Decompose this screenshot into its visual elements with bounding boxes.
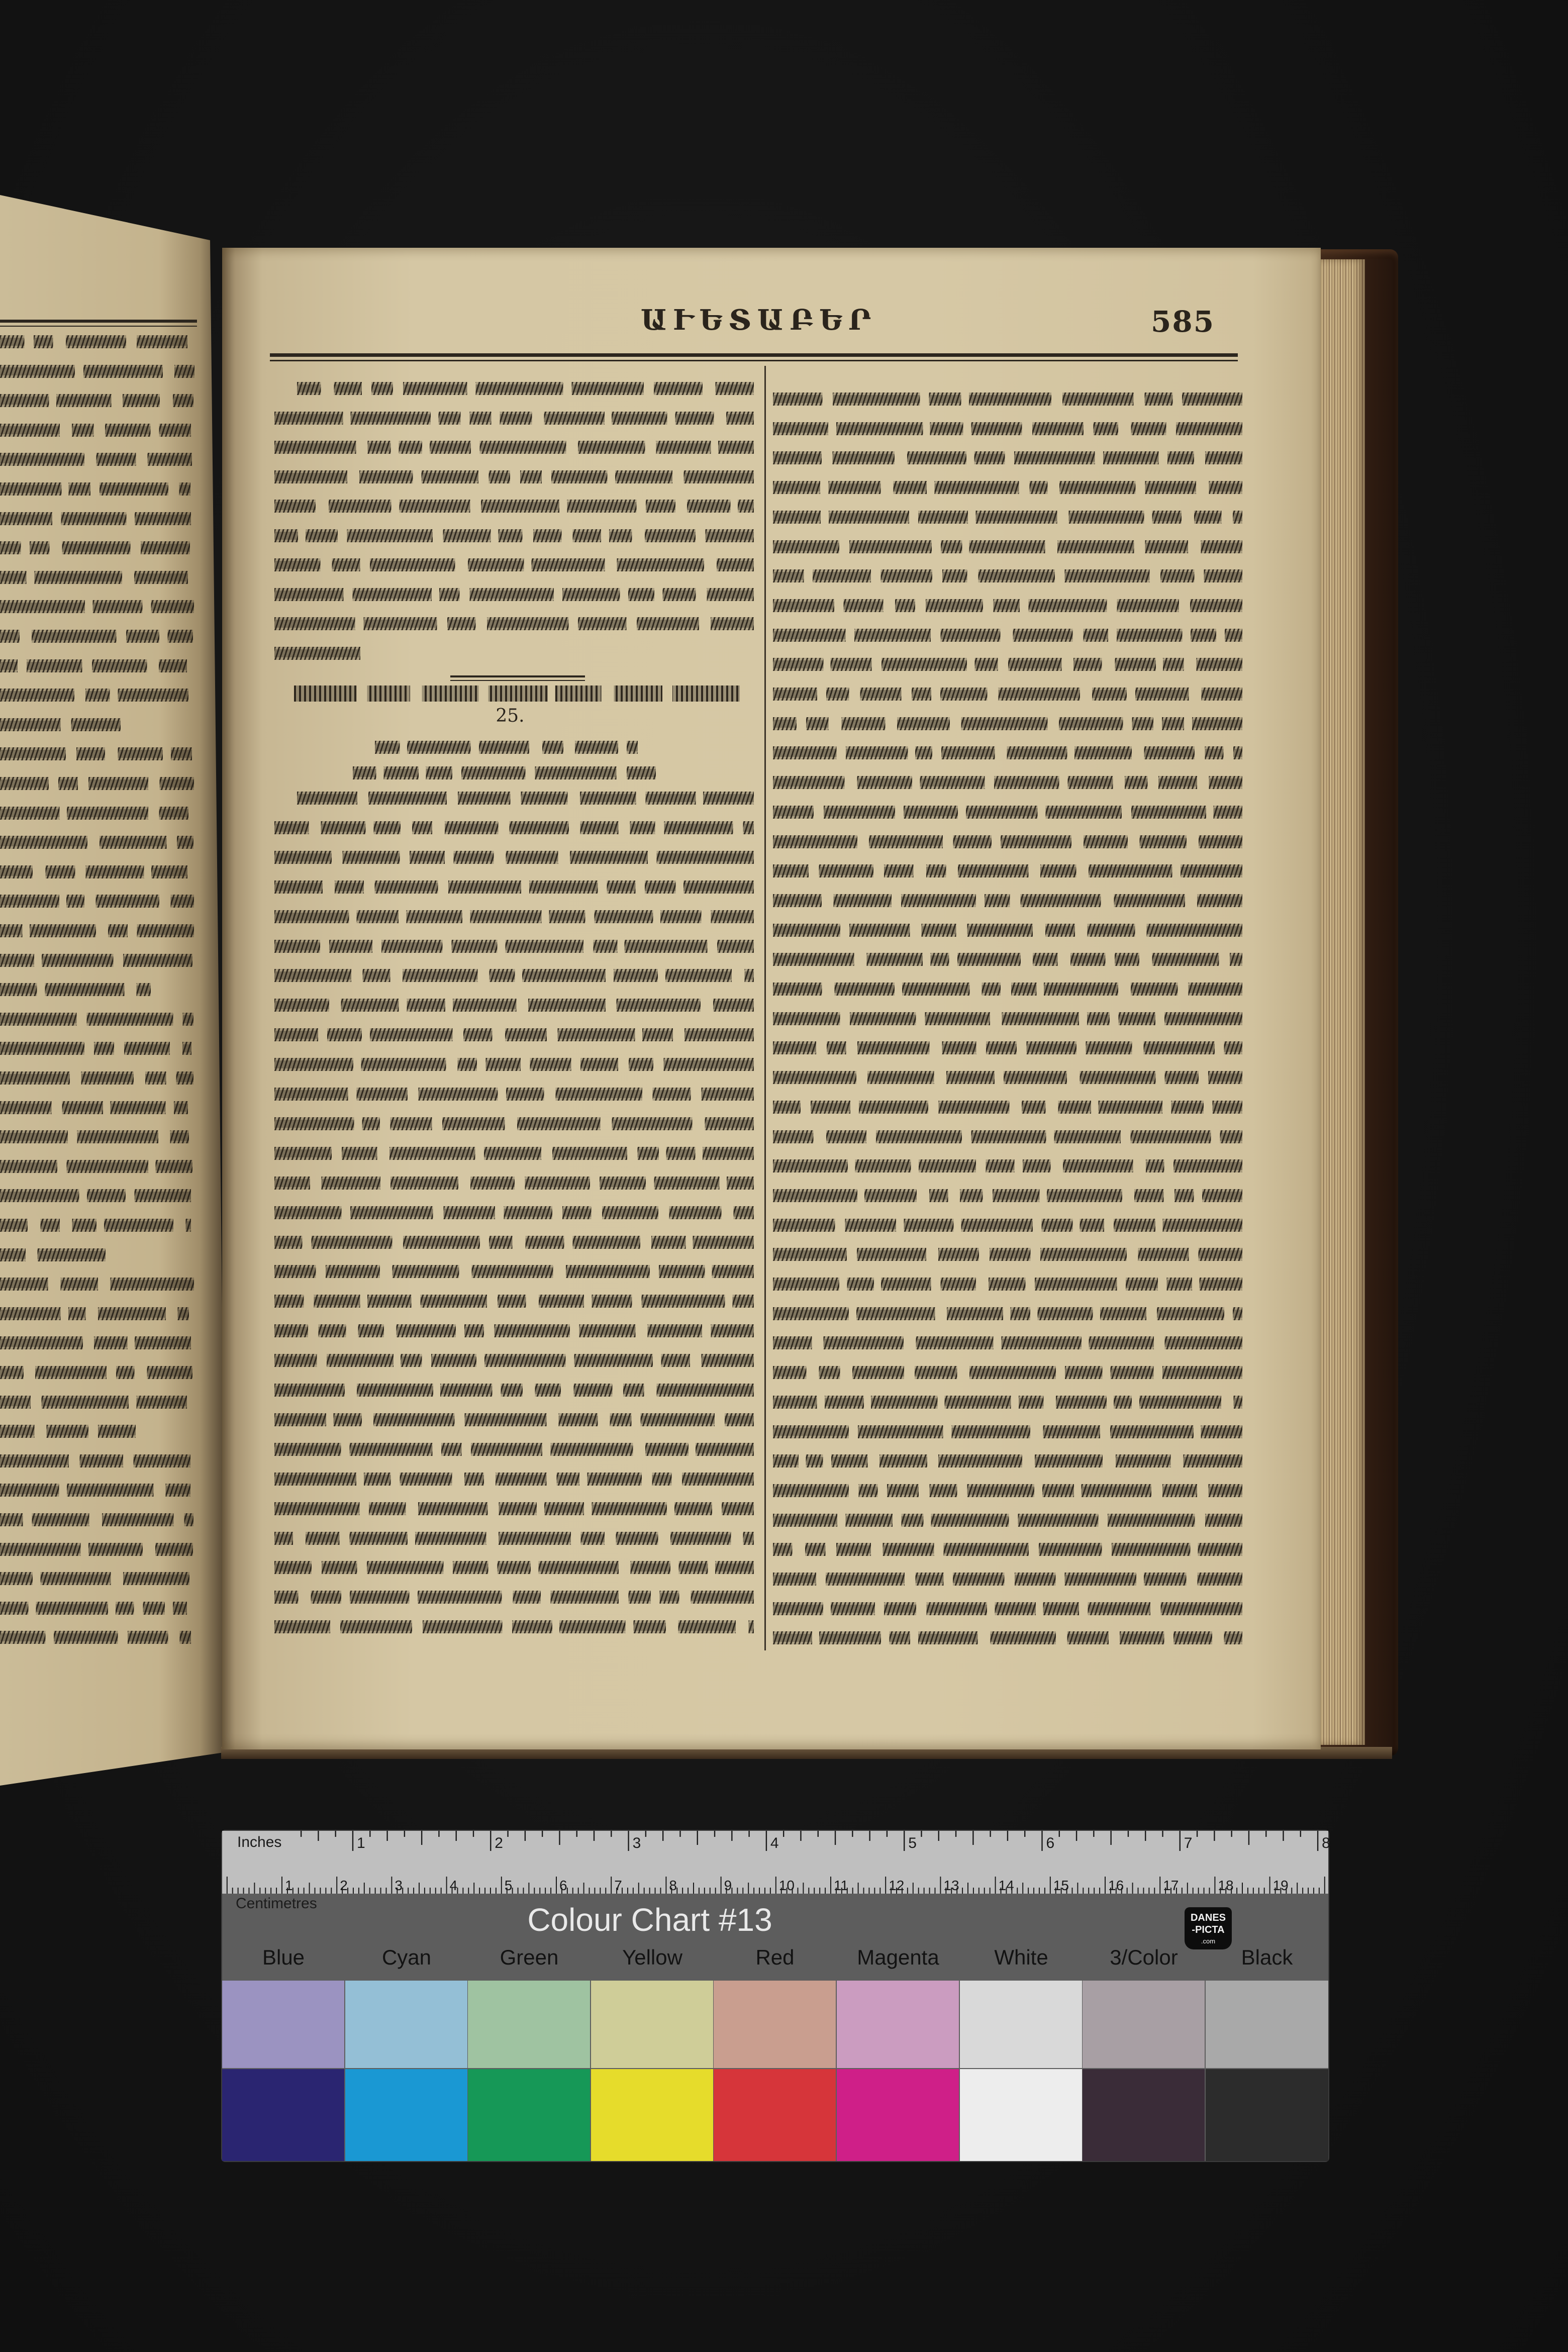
cm-label: 13 [943, 1878, 959, 1893]
left-column-text-line [274, 1473, 754, 1486]
right-column-text-line [773, 422, 1242, 435]
left-column-text-line [274, 1058, 754, 1071]
cm-label: 17 [1163, 1878, 1179, 1893]
running-head-title: ԱՒԵՏԱԲԵՐ [640, 304, 877, 337]
logo-line-1: DANES [1190, 1912, 1226, 1923]
right-column-text-line [773, 1278, 1242, 1291]
cm-label: 12 [889, 1878, 905, 1893]
right-column-text-line [773, 717, 1242, 730]
right-column-text-line [773, 1189, 1242, 1202]
left-column-text-line [274, 999, 754, 1012]
left-column-text-line [274, 880, 754, 894]
cm-label: 3 [395, 1878, 403, 1893]
left-column-text-line [274, 500, 754, 513]
left-column-text-line [274, 969, 754, 982]
left-column-text-line [274, 1502, 754, 1515]
section-heading [294, 685, 740, 702]
right-column-text-line [773, 393, 1242, 406]
right-column-text-line [773, 894, 1242, 907]
right-column-text-line [773, 953, 1242, 966]
left-column-text-line [297, 792, 754, 805]
right-column-text-line [773, 1631, 1242, 1644]
right-column-text-line [773, 658, 1242, 671]
right-column-text-line [773, 1573, 1242, 1586]
left-column-text-line [274, 1147, 754, 1160]
centimetres-label: Centimetres [236, 1895, 317, 1912]
patch-green-tint [468, 1981, 590, 2068]
cm-label: 7 [614, 1878, 622, 1893]
left-column-text-line [274, 1561, 754, 1574]
cm-label: 9 [724, 1878, 732, 1893]
right-column-text-line [773, 864, 1242, 877]
left-column-text-line [274, 558, 754, 571]
left-column-text-line [274, 1177, 754, 1190]
patch-blue-solid [222, 2069, 344, 2161]
logo-line-2: -PICTA [1192, 1924, 1225, 1935]
right-column-text-line [773, 1366, 1242, 1379]
left-column-text-line [274, 617, 754, 630]
section-number: 25. [496, 706, 525, 726]
right-column-text-line [773, 569, 1242, 582]
left-column-text-line [274, 1206, 754, 1219]
colour-chart-card [222, 1831, 1328, 2161]
right-column-text-line [773, 481, 1242, 494]
cm-label: 1 [285, 1878, 293, 1893]
left-column-text-line [274, 1532, 754, 1545]
right-column-text-line [773, 806, 1242, 819]
left-column-text-line [274, 1295, 754, 1308]
left-column-text-line [274, 1265, 754, 1278]
inch-label: 6 [1046, 1835, 1055, 1851]
danes-picta-logo [1185, 1907, 1232, 1949]
left-column-text-line [274, 1324, 754, 1337]
cm-label: 4 [449, 1878, 458, 1893]
left-column-text-line [274, 910, 754, 923]
inches-label: Inches [237, 1834, 282, 1850]
patch-black-solid [1206, 2069, 1328, 2161]
cm-label: 8 [669, 1878, 677, 1893]
right-column-text-line [773, 1071, 1242, 1084]
patch-red-tint [714, 1981, 836, 2068]
section-subtitle [375, 741, 638, 754]
left-column-text-line [274, 1354, 754, 1367]
inch-label: 8 [1322, 1835, 1330, 1851]
right-column-text-line [773, 1514, 1242, 1527]
patch-white-tint [960, 1981, 1082, 2068]
right-column-text-line [773, 540, 1242, 553]
left-column-text-line [274, 1413, 754, 1426]
cm-label: 15 [1053, 1878, 1069, 1893]
right-column-text-line [773, 1336, 1242, 1349]
left-column-text-line [274, 1443, 754, 1456]
right-column-text-line [773, 1543, 1242, 1556]
left-column-text-line [297, 382, 754, 395]
left-column-text-line [274, 1236, 754, 1249]
patch-label-3color: 3/Color [1110, 1945, 1178, 1969]
patch-label-black: Black [1241, 1945, 1293, 1969]
left-column-text-line [274, 1028, 754, 1041]
patch-yellow-tint [591, 1981, 713, 2068]
left-column-text-line [274, 647, 360, 660]
right-column-text-line [773, 511, 1242, 524]
right-column-text-line [773, 835, 1242, 848]
right-column-text-line [773, 1159, 1242, 1172]
right-column-text-line [773, 924, 1242, 937]
logo-line-3: .com [1201, 1937, 1216, 1945]
inch-label: 4 [770, 1835, 779, 1851]
cm-label: 10 [778, 1878, 795, 1893]
right-column-text-line [773, 451, 1242, 464]
patch-blue-tint [222, 1981, 344, 2068]
cm-label: 14 [998, 1878, 1014, 1893]
cm-label: 5 [504, 1878, 513, 1893]
left-column-text-line [274, 851, 754, 864]
left-column-text-line [274, 1384, 754, 1397]
patch-label-red: Red [755, 1945, 795, 1969]
left-column-text-line [274, 1591, 754, 1604]
left-column-text-line [274, 588, 754, 601]
patch-green-solid [468, 2069, 590, 2161]
cm-label: 18 [1218, 1878, 1234, 1893]
left-column-text-line [274, 441, 754, 454]
inch-label: 7 [1184, 1835, 1193, 1851]
patch-magenta-solid [837, 2069, 959, 2161]
cm-label: 19 [1272, 1878, 1289, 1893]
patch-label-cyan: Cyan [381, 1945, 432, 1969]
patch-label-yellow: Yellow [622, 1945, 682, 1969]
patch-white-solid [960, 2069, 1082, 2161]
right-column-text-line [773, 1248, 1242, 1261]
page-number: 585 [1151, 305, 1215, 339]
right-column-text-line [773, 1454, 1242, 1467]
right-column-text-line [773, 1396, 1242, 1409]
section-salutation [353, 766, 656, 779]
right-column-text-line [773, 1130, 1242, 1143]
patch-label-white: White [994, 1945, 1048, 1969]
left-column-text-line [274, 940, 754, 953]
patch-label-blue: Blue [262, 1945, 305, 1969]
patch-3color-tint [1083, 1981, 1205, 2068]
left-column-text-line [274, 412, 754, 425]
patch-3color-solid [1083, 2069, 1205, 2161]
right-column-text-line [773, 688, 1242, 701]
patch-black-tint [1206, 1981, 1328, 2068]
patch-yellow-solid [591, 2069, 713, 2161]
cm-label: 6 [559, 1878, 567, 1893]
right-column-text-line [773, 1219, 1242, 1232]
right-column-text-line [773, 1602, 1242, 1615]
inch-label: 3 [632, 1835, 641, 1851]
right-column-text-line [773, 983, 1242, 996]
left-column-text-line [274, 821, 754, 834]
left-column-text-line [274, 1117, 754, 1130]
right-column-text-line [773, 599, 1242, 612]
cm-label: 2 [340, 1878, 348, 1893]
right-column-text-line [773, 629, 1242, 642]
chart-title: Colour Chart #13 [527, 1902, 772, 1938]
ruler [222, 1831, 1328, 1894]
right-column-text-line [773, 1425, 1242, 1438]
left-column-text-line [274, 1088, 754, 1101]
left-column-text-line [274, 529, 754, 542]
patch-cyan-tint [345, 1981, 467, 2068]
right-column-text-line [773, 746, 1242, 759]
right-column-text-line [773, 1012, 1242, 1025]
patch-label-magenta: Magenta [857, 1945, 939, 1969]
right-column-text-line [773, 1041, 1242, 1054]
patch-magenta-tint [837, 1981, 959, 2068]
inch-label: 1 [357, 1835, 365, 1851]
cm-label: 16 [1108, 1878, 1124, 1893]
right-column-text-line [773, 1101, 1242, 1114]
left-column-text-line [274, 470, 754, 483]
right-column-text-line [773, 1484, 1242, 1497]
right-column-text-line [773, 1307, 1242, 1320]
inch-label: 5 [908, 1835, 917, 1851]
inch-label: 2 [495, 1835, 503, 1851]
left-column-text-line [274, 1620, 754, 1633]
patch-cyan-solid [345, 2069, 467, 2161]
right-column-text-line [773, 776, 1242, 789]
cm-label: 11 [834, 1878, 849, 1893]
patch-label-green: Green [500, 1945, 559, 1969]
patch-red-solid [714, 2069, 836, 2161]
